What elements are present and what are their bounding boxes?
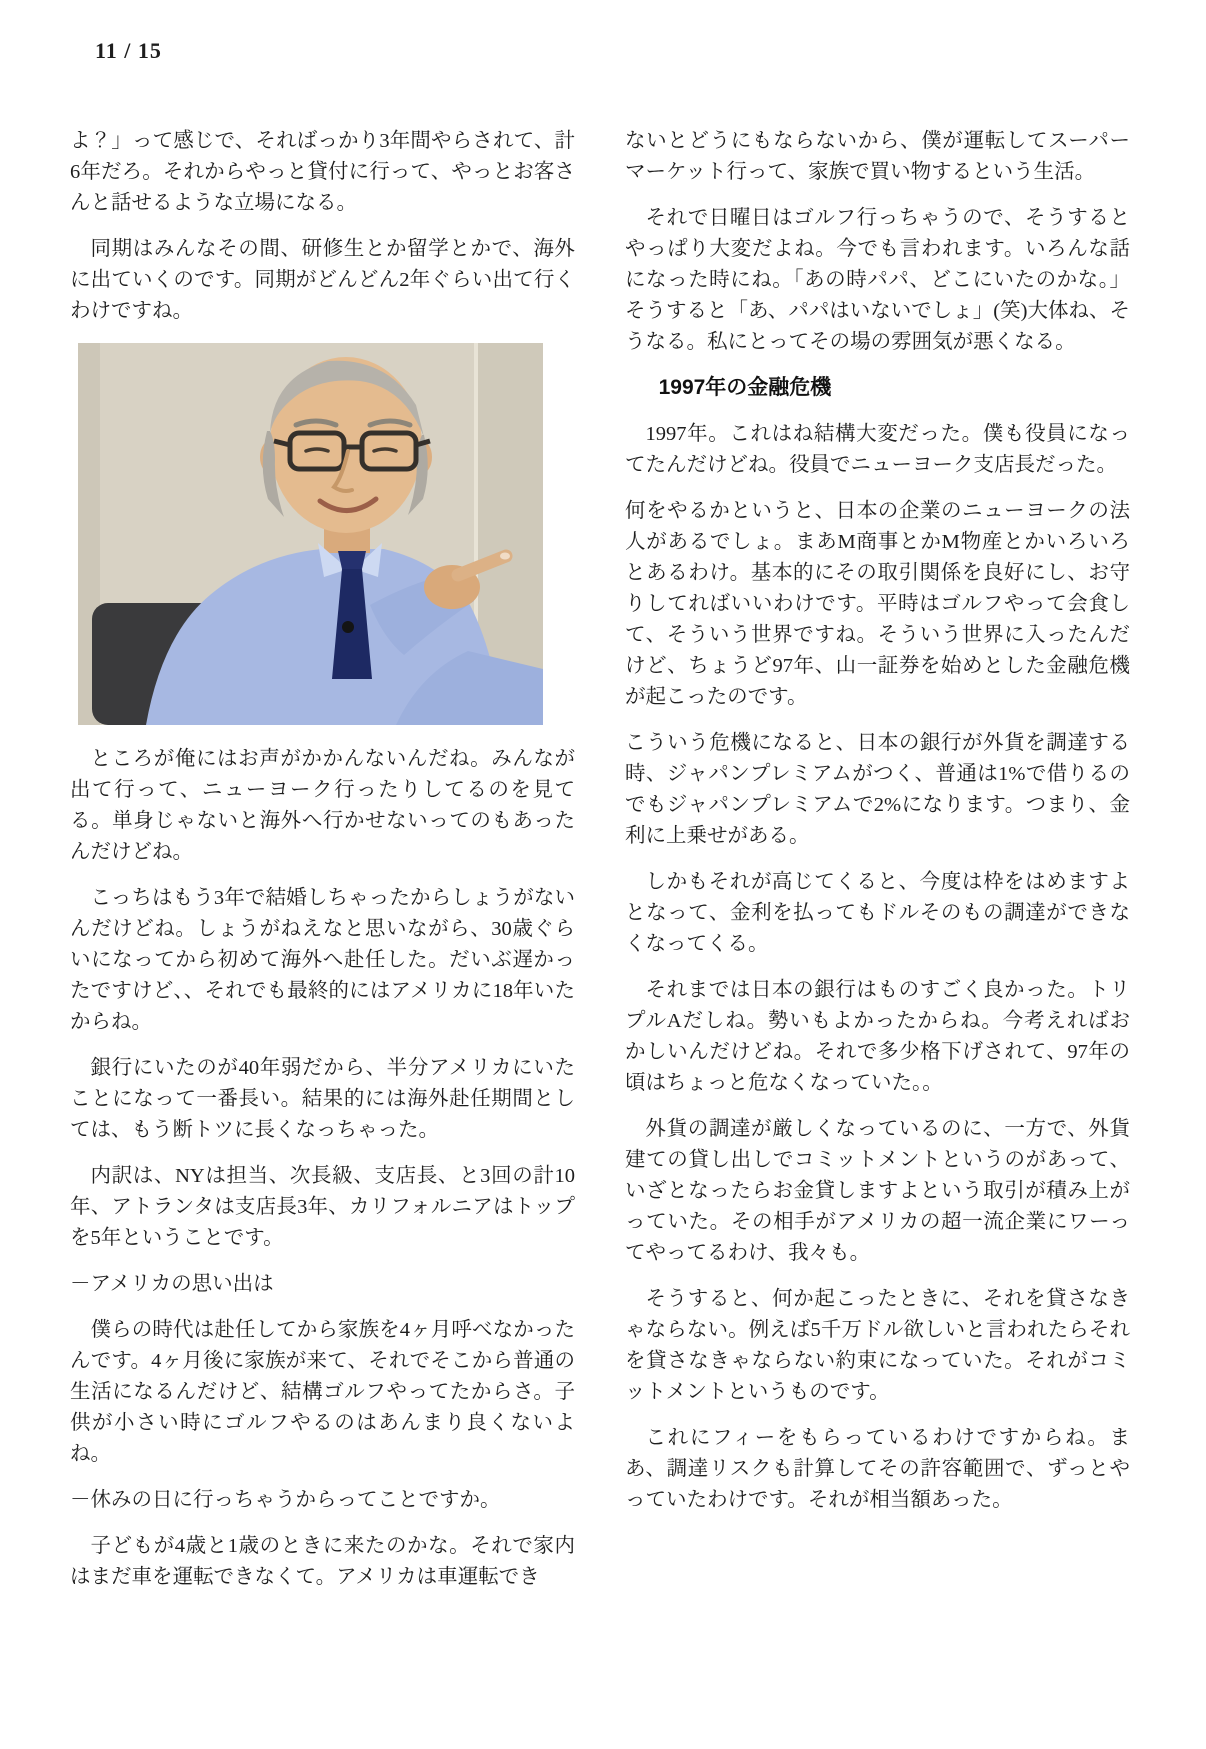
body-paragraph: 外貨の調達が厳しくなっているのに、一方で、外貨建ての貸し出しでコミットメントというのがあって、いざとなったらお金貸しますよという取引が積み上がっていた。その相手がアメリカの超一流企業にワーってやってるわけ、我々も。 — [625, 1118, 1130, 1264]
body-paragraph: 銀行にいたのが40年弱だから、半分アメリカにいたことになって一番長い。結果的には海外赴任期間としては、もう断トツに長くなっちゃった。 — [70, 1057, 575, 1141]
body-paragraph: ないとどうにもならないから、僕が運転してスーパーマーケット行って、家族で買い物するという生活。 — [625, 130, 1130, 183]
body-paragraph: それまでは日本の銀行はものすごく良かった。トリプルAだしね。勢いもよかったからね。今考えればおかしいんだけどね。それで多少格下げされて、97年の頃はちょっと危なくなっていた。。 — [625, 979, 1130, 1094]
body-paragraph: ところが俺にはお声がかかんないんだね。みんなが出て行って、ニューヨーク行ったりしてるのを見てる。単身じゃないと海外へ行かせないってのもあったんだけどね。 — [70, 748, 575, 863]
left-column — [70, 126, 575, 1608]
body-paragraph: それで日曜日はゴルフ行っちゃうので、そうするとやっぱり大変だよね。今でも言われます。いろんな話になった時にね。「あの時パパ、どこにいたのかな。」そうすると「あ、パパはいないでしょ」(笑)大体ね、そうなる。私にとってその場の雰囲気が悪くなる。 — [625, 207, 1130, 353]
body-paragraph: 内訳は、NYは担当、次長級、支店長、と3回の計10年、アトランタは支店長3年、カリフォルニアはトップを5年ということです。 — [70, 1165, 575, 1249]
body-paragraph: よ？」って感じで、そればっかり3年間やらされて、計6年だろ。それからやっと貸付に行って、やっとお客さんと話せるような立場になる。 — [70, 130, 575, 214]
body-paragraph: こっちはもう3年で結婚しちゃったからしょうがないんだけどね。しょうがねえなと思いながら、30歳ぐらいになってから初めて海外へ赴任した。だいぶ遅かったですけど、、それでも最終的にはアメリカに18年いたからね。 — [70, 887, 575, 1033]
interviewer-question: －アメリカの思い出は — [70, 1273, 274, 1295]
body-paragraph: しかもそれが高じてくると、今度は枠をはめますよとなって、金利を払ってもドルそのもの調達ができなくなってくる。 — [625, 871, 1130, 955]
body-paragraph: 1997年。これはね結構大変だった。僕も役員になってたんだけどね。役員でニューヨーク支店長だった。 — [625, 423, 1130, 476]
interview-photo — [78, 343, 543, 725]
body-paragraph: 僕らの時代は赴任してから家族を4ヶ月呼べなかったんです。4ヶ月後に家族が来て、それでそこから普通の生活になるんだけど、結構ゴルフやってたからさ。子供が小さい時にゴルフやるのはあんまり良くないよね。 — [70, 1319, 575, 1465]
body-paragraph: 何をやるかというと、日本の企業のニューヨークの法人があるでしょ。まあM商事とかM物産とかいろいろとあるわけ。基本的にその取引関係を良好にし、お守りしてればいいわけです。平時はゴルフやって会食して、そういう世界ですね。そういう世界に入ったんだけど、ちょうど97年、山一証券を始めとした金融危機が起こったのです。 — [625, 500, 1130, 708]
interviewee-illustration — [78, 343, 543, 725]
page-number: 11 / 15 — [95, 38, 162, 63]
interviewer-question: －休みの日に行っちゃうからってことですか。 — [70, 1489, 501, 1511]
body-paragraph: こういう危機になると、日本の銀行が外貨を調達する時、ジャパンプレミアムがつく、普通は1%で借りるのでもジャパンプレミアムで2%になります。つまり、金利に上乗せがある。 — [625, 732, 1130, 847]
body-paragraph: これにフィーをもらっているわけですからね。まあ、調達リスクも計算してその許容範囲で、ずっとやっていたわけです。それが相当額あった。 — [625, 1427, 1130, 1511]
section-heading: 1997年の金融危機 — [658, 376, 832, 399]
two-column-layout — [70, 126, 1136, 1608]
body-paragraph: 同期はみんなその間、研修生とか留学とかで、海外に出ていくのです。同期がどんどん2年ぐらい出て行くわけですね。 — [70, 238, 575, 322]
right-column — [625, 126, 1130, 1531]
body-paragraph: 子どもが4歳と1歳のときに来たのかな。それで家内はまだ車を運転できなくて。アメリカは車運転でき — [70, 1535, 575, 1588]
body-paragraph: そうすると、何か起こったときに、それを貸さなきゃならない。例えば5千万ドル欲しいと言われたらそれを貸さなきゃならない約束になっていた。それがコミットメントというものです。 — [625, 1288, 1130, 1403]
